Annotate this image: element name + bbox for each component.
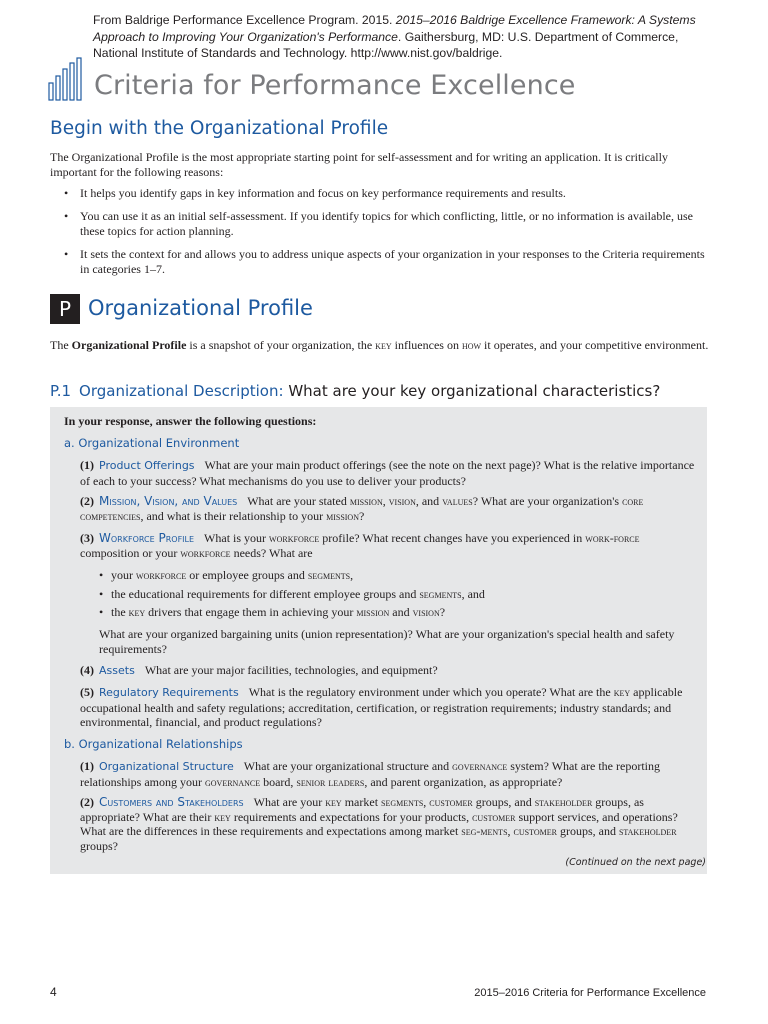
question-customers-stakeholders: (2) Customers and Stakeholders What are your key market segments, customer groups, and stakeholder groups, as appropriate? What are their key requirements and expectations for your products, customer support services, and operations? What are the differences in these requirements and expectations among market seg-ments, customer groups, and stakeholder groups? bbox=[80, 795, 678, 853]
profile-title: Organizational Profile bbox=[88, 296, 313, 320]
page-number: 4 bbox=[50, 985, 57, 999]
profile-description: The Organizational Profile is a snapshot of your organization, the key influences on how it operates, and your competitive environment. bbox=[50, 338, 709, 352]
item-heading bbox=[50, 382, 660, 400]
item-question: What are your key organizational characteristics? bbox=[288, 382, 661, 400]
item-name: Organizational Description: bbox=[79, 382, 284, 400]
question-workforce-profile: (3) Workforce Profile What is your workforce profile? What recent changes have you experienced in work-force composition or your workforce needs? What are bbox=[80, 531, 640, 560]
bar-chart-logo-icon bbox=[48, 57, 84, 101]
question-regulatory-requirements: (5) Regulatory Requirements What is the regulatory environment under which you operate? What are the key applicable occupational health and safety regulations; accreditation, certification, or registration requirements; industry standards; and environmental, financial, and product regulations? bbox=[80, 685, 683, 729]
category-letter-box: P bbox=[50, 294, 80, 324]
footer-title: 2015–2016 Criteria for Performance Excellence bbox=[474, 987, 706, 999]
intro-paragraph: The Organizational Profile is the most appropriate starting point for self-assessment and for writing an application. It is critically important for the following reasons: bbox=[50, 150, 668, 179]
list-item: • You can use it as an initial self-assessment. If you identify topics for which conflicting, little, or no information is available, use these topics for action planning. bbox=[64, 209, 714, 239]
list-item: • It sets the context for and allows you to address unique aspects of your organization in your responses to the Criteria requirements in categories 1–7. bbox=[64, 247, 714, 277]
list-item: • the educational requirements for different employee groups and segments, and bbox=[99, 587, 699, 602]
workforce-sub-list bbox=[99, 568, 699, 624]
question-organizational-structure: (1) Organizational Structure What are your organizational structure and governance system? What are the reporting relationships among your governance board, senior leaders, and parent organization, as appropriate? bbox=[80, 759, 660, 789]
workforce-closing: What are your organized bargaining units (union representation)? What are your organization's special health and safety requirements? bbox=[99, 627, 675, 656]
subsection-heading-a: a. Organizational Environment bbox=[64, 436, 240, 450]
question-mission-vision-values: (2) Mission, Vision, and Values What are your stated mission, vision, and values? What are your organization's core competencies, and what is their relationship to your mission? bbox=[80, 494, 644, 523]
section-heading: Begin with the Organizational Profile bbox=[50, 118, 389, 139]
questions-intro: In your response, answer the following questions: bbox=[64, 414, 317, 428]
reasons-list bbox=[64, 186, 714, 285]
page-title: Criteria for Performance Excellence bbox=[94, 70, 576, 101]
citation-note: From Baldrige Performance Excellence Program. 2015. 2015–2016 Baldrige Excellence Framework: A Systems Approach to Improving Your Organization's Performance. Gaithersburg, MD: U.S. Department of Commerce, National Institute of Standards and Technology. http://www.nist.gov/baldrige. bbox=[93, 13, 696, 60]
list-item: • It helps you identify gaps in key information and focus on key performance requirements and results. bbox=[64, 186, 714, 201]
subsection-heading-b: b. Organizational Relationships bbox=[64, 737, 243, 751]
question-product-offerings: (1) Product Offerings What are your main product offerings (see the note on the next page)? What is the relative importance of each to your success? What mechanisms do you use to deliver your products? bbox=[80, 458, 695, 488]
continued-note: (Continued on the next page) bbox=[565, 857, 706, 868]
item-number: P.1 bbox=[50, 382, 72, 400]
question-assets: (4) Assets What are your major facilities, technologies, and equipment? bbox=[80, 663, 438, 677]
list-item: • your workforce or employee groups and segments, bbox=[99, 568, 699, 583]
list-item: • the key drivers that engage them in achieving your mission and vision? bbox=[99, 605, 699, 620]
